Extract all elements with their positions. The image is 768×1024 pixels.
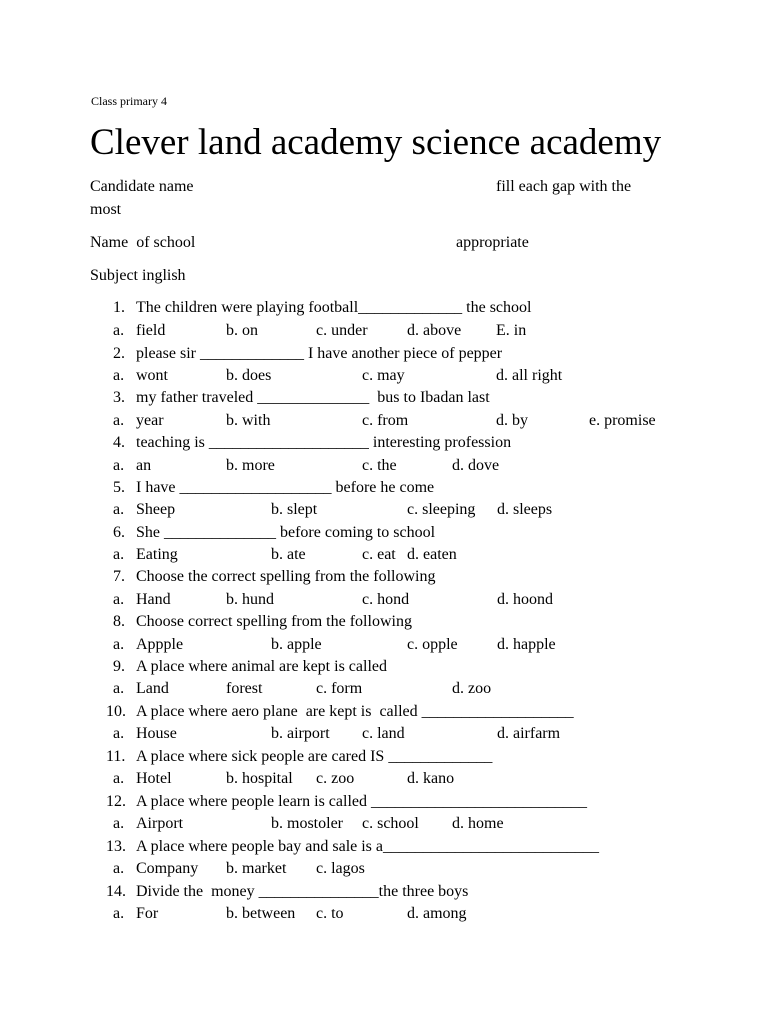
option-a: Hand [136,591,171,608]
question-number: 10. [106,703,126,720]
option-c: c. land [362,725,405,742]
option-a: Company [136,860,199,877]
school-name-label: Name of school [90,234,196,251]
question-number: 5. [113,479,125,496]
option-b: b. with [226,412,271,429]
option-letter: a. [113,322,125,339]
option-a: Appple [136,636,184,653]
option-b: b. airport [271,725,330,742]
instruction-text-1: fill each gap with the [496,178,632,195]
question-text: my father traveled ______________ bus to Ibadan last [136,389,490,406]
option-d: d. among [407,905,467,922]
candidate-name-label: Candidate name [90,178,194,195]
option-c: c. eat [362,546,396,563]
question-number: 3. [113,389,125,406]
option-c: c. sleeping [407,501,476,518]
option-a: wont [136,367,168,384]
option-c: c. zoo [316,770,355,787]
option-d: d. airfarm [497,725,561,742]
option-c: c. from [362,412,409,429]
option-letter: a. [113,770,125,787]
question-text: teaching is ____________________ interesting profession [136,434,512,451]
option-b: b. hospital [226,770,293,787]
option-letter: a. [113,860,125,877]
option-letter: a. [113,725,125,742]
option-d: d. by [496,412,528,429]
question-number: 12. [106,793,126,810]
question-number: 8. [113,613,125,630]
option-b: b. does [226,367,272,384]
option-b: forest [226,680,263,697]
question-text: Choose correct spelling from the following [136,613,412,630]
question-number: 11. [106,748,126,765]
option-letter: a. [113,636,125,653]
question-text: The children were playing football_____________ the school [136,299,532,316]
option-c: c. school [362,815,419,832]
question-text: A place where sick people are cared IS _____________ [136,748,493,765]
option-e: e. promise [589,412,656,429]
question-number: 6. [113,524,125,541]
question-text: She ______________ before coming to school [136,524,436,541]
question-text: A place where animal are kept is called [136,658,387,675]
option-b: b. ate [271,546,306,563]
option-letter: a. [113,546,125,563]
question-number: 2. [113,345,125,362]
option-c: c. may [362,367,405,384]
option-d: d. happle [497,636,556,653]
option-letter: a. [113,591,125,608]
question-number: 9. [113,658,125,675]
instruction-text-3: appropriate [456,234,529,251]
question-number: 14. [106,883,126,900]
page-title: Clever land academy science academy [90,122,662,163]
question-text: A place where people bay and sale is a___________________________ [136,838,600,855]
option-letter: a. [113,457,125,474]
option-a: Airport [136,815,184,832]
option-letter: a. [113,367,125,384]
question-number: 4. [113,434,125,451]
option-b: b. more [226,457,275,474]
question-text: I have ___________________ before he come [136,479,435,496]
option-c: c. lagos [316,860,365,877]
option-d: d. eaten [407,546,457,563]
option-a: Land [136,680,169,697]
option-b: b. mostoler [271,815,343,832]
instruction-text-2: most [90,201,122,218]
class-label: Class primary 4 [91,94,167,108]
subject-label: Subject inglish [90,267,186,284]
question-text: Choose the correct spelling from the following [136,568,436,585]
option-d: d. kano [407,770,455,787]
option-b: b. market [226,860,287,877]
option-a: Eating [136,546,178,563]
option-d: d. home [452,815,504,832]
option-a: House [136,725,177,742]
question-text: please sir _____________ I have another piece of pepper [136,345,503,362]
option-b: b. apple [271,636,322,653]
option-b: b. hund [226,591,274,608]
option-letter: a. [113,905,125,922]
option-e: E. in [496,322,527,339]
option-d: d. hoond [497,591,553,608]
option-d: d. dove [452,457,500,474]
option-c: c. opple [407,636,458,653]
option-d: d. all right [496,367,563,384]
option-d: d. zoo [452,680,492,697]
option-d: d. above [407,322,462,339]
question-text: A place where aero plane are kept is called ___________________ [136,703,574,720]
option-a: year [136,412,164,429]
option-b: b. slept [271,501,318,518]
option-a: an [136,457,152,474]
option-c: c. under [316,322,368,339]
option-letter: a. [113,680,125,697]
option-c: c. the [362,457,397,474]
question-text: Divide the money _______________the three boys [136,883,469,900]
option-a: Hotel [136,770,172,787]
option-c: c. form [316,680,363,697]
option-a: For [136,905,159,922]
option-c: c. to [316,905,344,922]
option-a: field [136,322,166,339]
option-letter: a. [113,501,125,518]
question-number: 13. [106,838,126,855]
question-number: 1. [113,299,125,316]
option-d: d. sleeps [497,501,553,518]
option-a: Sheep [136,501,176,518]
option-letter: a. [113,815,125,832]
option-letter: a. [113,412,125,429]
option-b: b. on [226,322,258,339]
option-b: b. between [226,905,296,922]
option-c: c. hond [362,591,410,608]
question-number: 7. [113,568,125,585]
question-text: A place where people learn is called ___________________________ [136,793,587,810]
